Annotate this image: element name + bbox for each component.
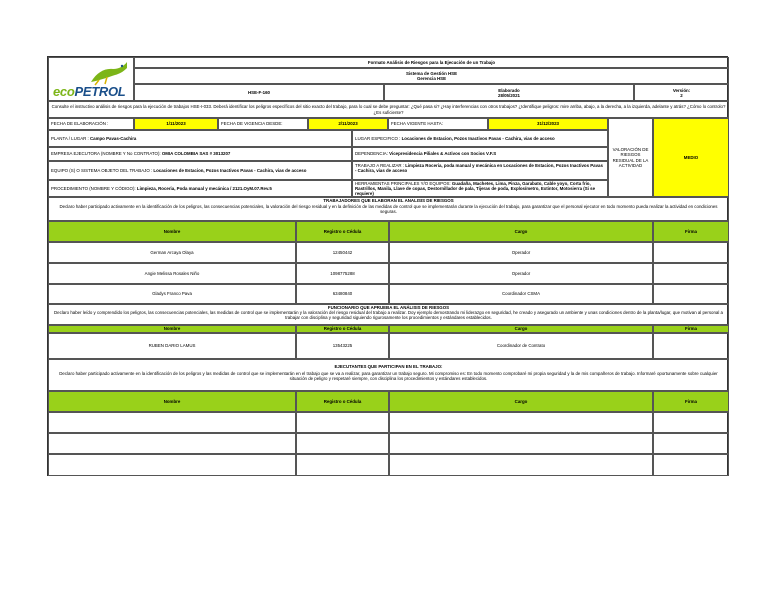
valoracion-label: VALORACIÓN DE RIESGOS RESIDUAL DE LA ACTIVIDAD bbox=[608, 118, 653, 197]
worker-cargo: Operador bbox=[389, 242, 653, 263]
worker-id: 63480840 bbox=[296, 284, 389, 304]
executor-id[interactable] bbox=[296, 412, 389, 433]
planta-value: Campo Pavas-Cachira bbox=[89, 135, 137, 141]
equipo-label: EQUIPO (S) O SISTEMA OBJETO DEL TRABAJO : bbox=[51, 167, 153, 173]
worker-name: Gladys Franco Pava bbox=[48, 284, 296, 304]
planta-cell bbox=[48, 130, 352, 147]
worker-firma[interactable] bbox=[653, 284, 729, 304]
executor-name[interactable] bbox=[48, 454, 296, 476]
elaborado-cell bbox=[384, 84, 634, 101]
fecha-elaboracion-value: 1/11/2023 bbox=[134, 118, 218, 130]
executor-cargo[interactable] bbox=[389, 454, 653, 476]
executor-cargo[interactable] bbox=[389, 433, 653, 454]
procedimiento-cell bbox=[48, 180, 352, 197]
worker-firma[interactable] bbox=[653, 242, 729, 263]
executor-firma[interactable] bbox=[653, 433, 729, 454]
procedimiento-value: Limpieza, Roceria, Poda manual y mecánica / 2121.OyM.07.Rev.5 bbox=[136, 185, 272, 191]
workers-declaration: Declaro haber participado activamente en la identificación de los peligros, las consecuencias potenciales, la valoración del riesgo residual y en la definición de las medidas de control que se implementarán durante la ejecución del trabajo, para garantizar que el personal ejecutor en todo momento pueda realizar la actividad en condiciones seguras. bbox=[48, 203, 729, 221]
fecha-vigencia-label: FECHA DE VIGENCIA DESDE: bbox=[218, 118, 308, 130]
logo-wordmark: ecoPETROL bbox=[53, 84, 126, 99]
fecha-elaboracion-label: FECHA DE ELABORACIÓN : bbox=[48, 118, 134, 130]
empresa-value: OMIA COLOMBIA SAS # 3013207 bbox=[161, 151, 231, 157]
executor-firma[interactable] bbox=[653, 454, 729, 476]
lugar-value: Locaciones de Estacion, Pozos Inactivos Pavas - Cachira, vias de acceso bbox=[401, 135, 555, 141]
instruction-text: Consulte el instructivo análisis de riesgos para la ejecución de trabajos HSE-I-033. Deberá identificar los peligros específicos del sitio exacto del trabajo, para lo cual se debe preguntar: ¿Qué pasa si? ¿Hay interferencias con otros trabajos? ¿Identifique peligros: mire arriba, abajo, a la derecha, a la izquierda, adelante y atrás? ¿Cómo lo controlo? ¿Es suficiente? bbox=[48, 101, 729, 118]
approver-cargo: Coordinador de Contrato bbox=[389, 333, 653, 359]
worker-id: 1098775288 bbox=[296, 263, 389, 284]
system-cell bbox=[134, 68, 729, 84]
trabajo-cell bbox=[352, 161, 608, 180]
approver-header-name: Nombre bbox=[48, 325, 296, 333]
executor-name[interactable] bbox=[48, 412, 296, 433]
executors-header-name: Nombre bbox=[48, 391, 296, 412]
workers-title: TRABAJADORES QUE ELABORAN EL ANALISIS DE RIESGOS bbox=[48, 197, 729, 203]
system-line1: Sistema de Gestión HSE bbox=[406, 71, 457, 76]
dependencia-cell bbox=[352, 147, 608, 161]
workers-header-firma: Firma bbox=[653, 221, 729, 242]
version-label: Versión: bbox=[672, 88, 691, 93]
executor-cargo[interactable] bbox=[389, 412, 653, 433]
version-value: 2 bbox=[680, 93, 683, 99]
form-title: Formato Análisis de Riesgos para la Ejecución de un Trabajo bbox=[134, 57, 729, 68]
procedimiento-label: PROCEDIMIENTO (NOMBRE Y CÓDIGO): bbox=[51, 185, 136, 191]
elaborado-label: Elaborado bbox=[498, 88, 520, 93]
equipo-cell bbox=[48, 161, 352, 180]
executor-id[interactable] bbox=[296, 454, 389, 476]
executor-id[interactable] bbox=[296, 433, 389, 454]
workers-header-id: Registro o Cédula bbox=[296, 221, 389, 242]
empresa-label: EMPRESA EJECUTORA (NOMBRE Y No CONTRATO): bbox=[51, 151, 161, 157]
executors-header-firma: Firma bbox=[653, 391, 729, 412]
approver-firma[interactable] bbox=[653, 333, 729, 359]
dependencia-value: Vicepresidencia Piliales & Activos con Socios V.F.S bbox=[389, 151, 497, 157]
executors-header-id: Registro o Cédula bbox=[296, 391, 389, 412]
approver-declaration: Declaro haber leído y comprendido los peligros, las consecuencias potenciales, las medidas de control que se implementarán y la valoración del riesgo residual del trabajo a realizar. Doy ejemplo demostrando mi liderazgo en seguridad, he creado y asegurado un ambiente y unas condiciones dentro de la planta/lugar, que motivan al personal a trabajar con disciplina y seguridad siguiendo rigurosamente los procedimientos y estándares establecidos. bbox=[48, 310, 729, 325]
equipo-value: Locaciones de Estacion, Pozos Inactivos Pavas - Cachira, vias de acceso bbox=[153, 167, 307, 173]
herramientas-value: Guadaña, Machetes, Lima, Pinza, Garabato, Cable yoyo, Corta frio, Rastrillos, Manila, Llave de copas, Destornillador de pala, Tijeras de poda, Explosímetro, Extintor, Motosierra (Si se requiere) bbox=[355, 181, 596, 197]
fecha-vigente-hasta-label: FECHA VIGENTE HASTA: bbox=[388, 118, 488, 130]
dependencia-label: DEPENDENCIA: bbox=[355, 151, 388, 157]
approver-id: 13543225 bbox=[296, 333, 389, 359]
worker-name: Angie Melissa Rosales Niño bbox=[48, 263, 296, 284]
worker-cargo: Operador bbox=[389, 263, 653, 284]
trabajo-value: Limpieza Roceria, poda manual y mecánica en Locaciones de Estacion, Pozos Inactivos Pavas - Cachira, vias de acceso bbox=[355, 163, 603, 174]
approver-title: FUNCIONARIO QUE APRUEBA EL ANÁLISIS DE RIESGOS bbox=[48, 304, 729, 310]
executors-declaration: Declaro haber participado activamente en la identificación de los peligros y las medidas de control que se implementarán en el trabajo que se va a realizar, para garantizar un trabajo seguro. Mi compromiso es: En todo momento comprobaré mi propia seguridad y la de mis compañeros de trabajo. Informaré oportunamente sobre cualquier situación de peligro y respetaré siempre, con disciplina los procedimientos y estándares establecidos. bbox=[48, 370, 729, 391]
worker-name: German Arcaya Olaya bbox=[48, 242, 296, 263]
elaborado-date: 28/05/2021 bbox=[498, 93, 520, 99]
logo-cell bbox=[48, 57, 134, 101]
executors-title: EJECUTANTES QUE PARTICIPAN EN EL TRABAJO: bbox=[48, 359, 729, 370]
herramientas-cell bbox=[352, 180, 608, 197]
fecha-vigencia-value: 2/11/2023 bbox=[308, 118, 388, 130]
trabajo-label: TRABAJO A REALIZAR : bbox=[355, 163, 405, 168]
system-line2: Gerencia HSE bbox=[416, 76, 447, 82]
worker-id: 12450442 bbox=[296, 242, 389, 263]
executors-header-cargo: Cargo bbox=[389, 391, 653, 412]
worker-firma[interactable] bbox=[653, 263, 729, 284]
approver-header-id: Registro o Cédula bbox=[296, 325, 389, 333]
ecopetrol-iguana-icon bbox=[89, 60, 129, 86]
executor-firma[interactable] bbox=[653, 412, 729, 433]
form-code: HSE-F-160 bbox=[134, 84, 384, 101]
lugar-label: LUGAR ESPECIFICO : bbox=[355, 135, 401, 141]
workers-header-cargo: Cargo bbox=[389, 221, 653, 242]
approver-header-firma: Firma bbox=[653, 325, 729, 333]
valoracion-value: MEDIO bbox=[653, 118, 729, 197]
workers-header-name: Nombre bbox=[48, 221, 296, 242]
empresa-cell bbox=[48, 147, 352, 161]
executor-name[interactable] bbox=[48, 433, 296, 454]
worker-cargo: Coordinador CSMA bbox=[389, 284, 653, 304]
approver-header-cargo: Cargo bbox=[389, 325, 653, 333]
version-cell bbox=[634, 84, 729, 101]
fecha-vigente-hasta-value: 31/12/2023 bbox=[488, 118, 608, 130]
herramientas-label: HERRAMIENTAS PRINCIPALES Y/O EQUIPOS: bbox=[355, 181, 451, 186]
approver-name: RUBEN DARIO LAMUS bbox=[48, 333, 296, 359]
lugar-cell bbox=[352, 130, 608, 147]
risk-analysis-form bbox=[47, 56, 728, 476]
planta-label: PLANTA / LUGAR : bbox=[51, 135, 89, 141]
